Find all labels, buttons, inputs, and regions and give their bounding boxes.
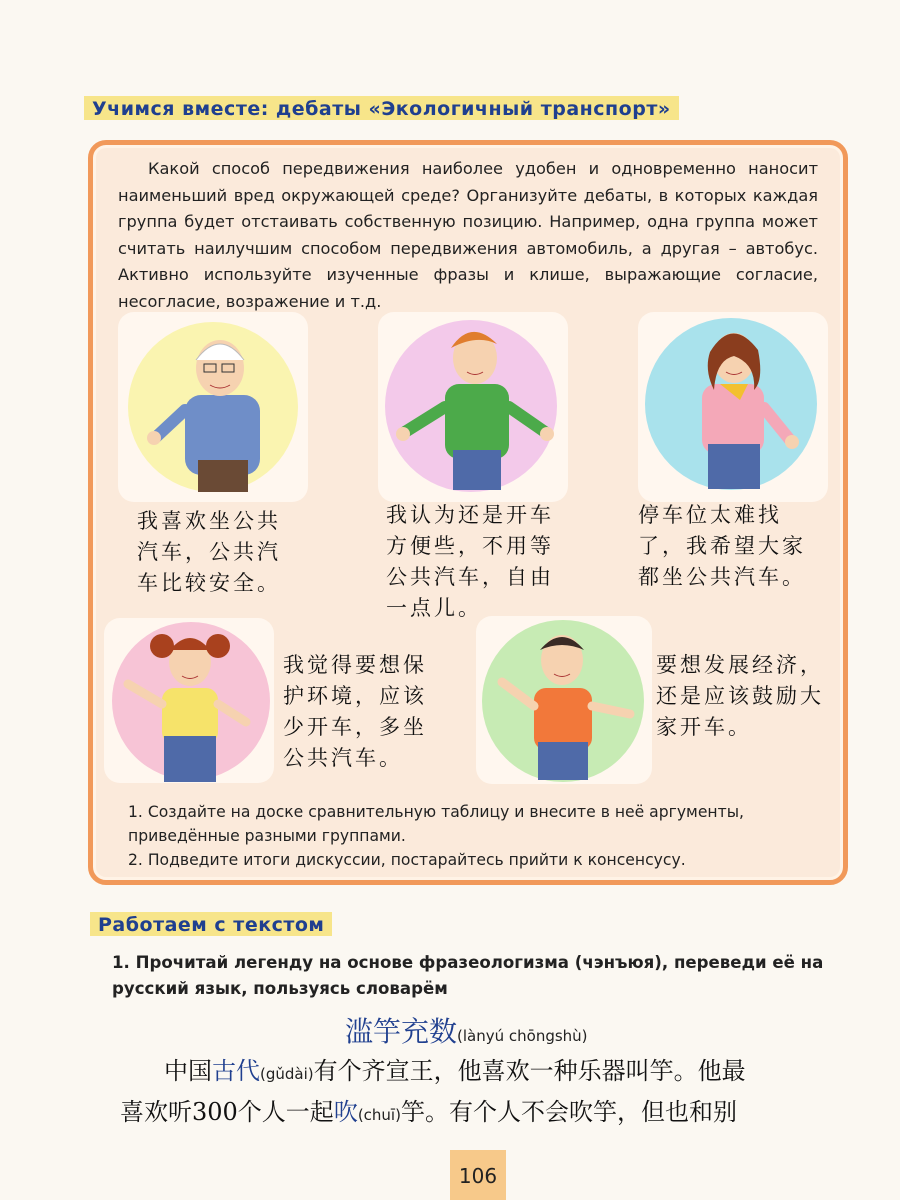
vocab-pinyin: (gǔdài) — [260, 1065, 314, 1083]
speech-line: 了，我希望大家 — [638, 534, 806, 558]
text-task: 1. Прочитай легенду на основе фразеологизма (чэнъюя), переведи её на русский язык, пользуясь словарём — [112, 953, 824, 998]
text-fragment: 喜欢听300个人一起 — [120, 1098, 334, 1126]
girl-illustration — [118, 624, 258, 784]
speech-line: 我认为还是开车 — [386, 503, 554, 527]
speech-line: 公共汽车。 — [283, 746, 403, 770]
idiom-heading — [345, 1010, 588, 1050]
speech-line: 我觉得要想保 — [283, 653, 427, 677]
task-2: 2. Подведите итоги дискуссии, постарайтесь прийти к консенсусу. — [128, 851, 686, 869]
debate-intro-text — [118, 156, 818, 316]
speech-line: 要想发展经济， — [656, 653, 824, 677]
reading-line-1 — [120, 1052, 860, 1093]
vocab-word: 吹 — [333, 1098, 358, 1126]
old-man-illustration — [140, 330, 290, 495]
speech-1 — [137, 506, 281, 599]
young-man-orange-illustration — [482, 622, 642, 782]
speech-line: 都坐公共汽车。 — [638, 565, 806, 589]
speech-line: 一点儿。 — [386, 596, 482, 620]
woman-illustration — [660, 322, 810, 492]
speech-line: 还是应该鼓励大 — [656, 684, 824, 708]
speech-line: 家开车。 — [656, 715, 752, 739]
text-fragment: 竽。有个人不会吹竽，但也和别 — [400, 1098, 737, 1126]
text-fragment: 中国 — [164, 1057, 212, 1085]
young-man-green-illustration — [395, 322, 555, 492]
idiom: 滥竽充数 — [345, 1015, 458, 1048]
speech-line: 车比较安全。 — [137, 571, 281, 595]
speech-4 — [283, 650, 427, 774]
speech-line: 方便些，不用等 — [386, 534, 554, 558]
reading-text — [120, 1052, 860, 1134]
speech-3 — [638, 500, 806, 593]
speech-line: 汽车，公共汽 — [137, 540, 281, 564]
debate-intro: Какой способ передвижения наиболее удобен и одновременно наносит наименьший вред окружающей среде? Организуйте дебаты, в которых каждая группа будет отстаивать собственную позицию. Например, одна группа может считать наилучшим способом передвижения автомобиль, а другая – автобус. Активно используйте изученные фразы и клише, выражающие согласие, несогласие, возражение и т.д. — [118, 159, 818, 311]
speech-line: 护环境，应该 — [283, 684, 427, 708]
speech-line: 我喜欢坐公共 — [137, 509, 281, 533]
speech-line: 少开车，多坐 — [283, 715, 427, 739]
vocab-pinyin: (chuī) — [357, 1106, 401, 1124]
speech-line: 公共汽车，自由 — [386, 565, 554, 589]
speech-5 — [656, 650, 824, 743]
reading-line-2 — [120, 1093, 860, 1134]
speech-2 — [386, 500, 554, 624]
task-1: 1. Создайте на доске сравнительную таблицу и внесите в неё аргументы, приведённые разными группами. — [128, 803, 744, 845]
page-number: 106 — [450, 1150, 506, 1200]
text-fragment: 有个齐宣王，他喜欢一种乐器叫竽。他最 — [313, 1057, 746, 1085]
speech-line: 停车位太难找 — [638, 503, 782, 527]
vocab-word: 古代 — [212, 1057, 260, 1085]
debate-section-title: Учимся вместе: дебаты «Экологичный транспорт» — [84, 96, 679, 120]
text-section-title: Работаем с текстом — [90, 912, 332, 936]
idiom-pinyin: (lànyú chōngshù) — [457, 1027, 588, 1045]
